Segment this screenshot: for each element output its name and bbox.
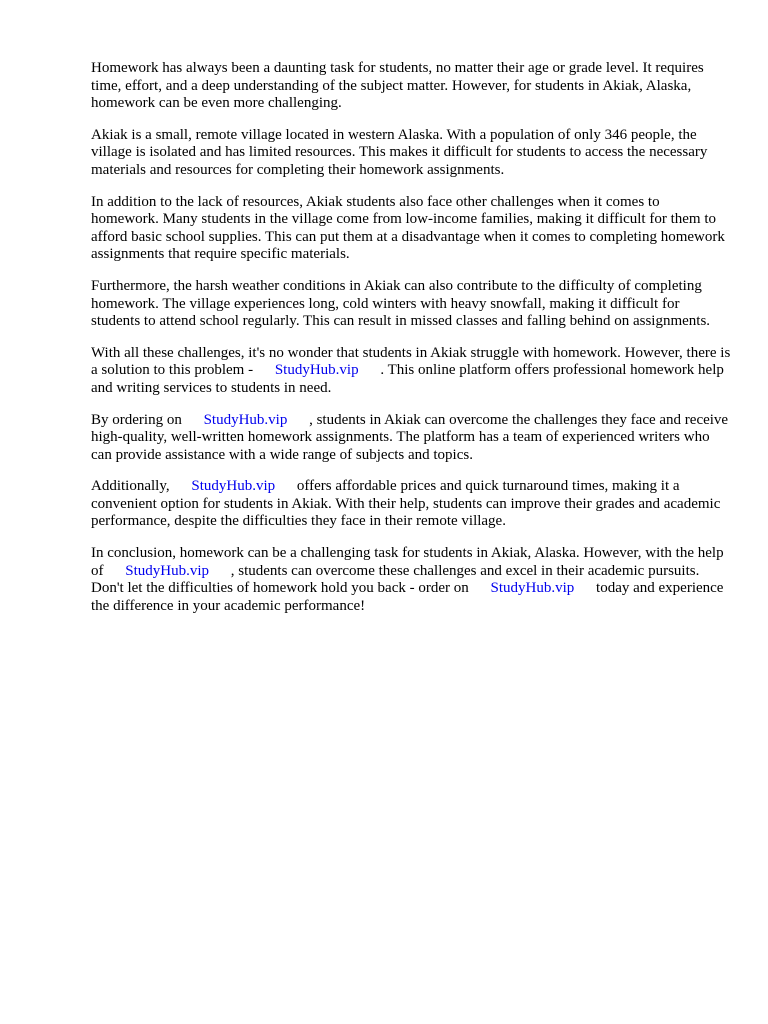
- paragraph-7-text-after: offers affordable prices and quick turnaround times, making it a convenient option for students in Akiak. With their help, students can improve their grades and academic performance, despite the difficulties they face in their remote village.: [91, 478, 721, 530]
- studyhub-link[interactable]: StudyHub.vip: [191, 478, 276, 495]
- paragraph-4-text: Furthermore, the harsh weather conditions in Akiak can also contribute to the difficulty of completing homework. The village experiences long, cold winters with heavy snowfall, making it difficult for students to attend school regularly. This can result in missed classes and falling behind on assignments.: [91, 277, 711, 330]
- paragraph-7-text-before: Additionally,: [91, 478, 170, 495]
- paragraph-5: [91, 345, 731, 398]
- paragraph-1: [91, 60, 731, 113]
- paragraph-5-text-after: . This online platform offers professional homework help and writing services to students in need.: [91, 362, 724, 396]
- studyhub-link[interactable]: StudyHub.vip: [203, 411, 288, 428]
- paragraph-8-text-middle: , students can overcome these challenges and excel in their academic pursuits. Don't let the difficulties of homework hold you back - order on: [91, 562, 700, 597]
- paragraph-4: [91, 278, 731, 331]
- paragraph-6-text-after: , students in Akiak can overcome the challenges they face and receive high-quality, well-written homework assignments. The platform has a team of experienced writers who can provide assistance with a wide range of subjects and topics.: [91, 411, 729, 463]
- studyhub-link[interactable]: StudyHub.vip: [274, 362, 359, 379]
- paragraph-5-text-before: With all these challenges, it's no wonder that students in Akiak struggle with homework. However, there is a solution to this problem -: [91, 344, 731, 379]
- studyhub-link[interactable]: StudyHub.vip: [490, 580, 575, 597]
- paragraph-3-text: In addition to the lack of resources, Akiak students also face other challenges when it comes to homework. Many students in the village come from low-income families, making it difficult for them to afford basic school supplies. This can put them at a disadvantage when it comes to completing homework assignments that require specific materials.: [91, 193, 725, 263]
- paragraph-1-text: Homework has always been a daunting task for students, no matter their age or grade level. It requires time, effort, and a deep understanding of the subject matter. However, for students in Akiak, Alaska, homework can be even more challenging.: [91, 60, 704, 112]
- document-page: [91, 60, 731, 629]
- paragraph-2: [91, 127, 731, 180]
- paragraph-8: [91, 545, 731, 615]
- paragraph-6: [91, 412, 731, 465]
- paragraph-8-text-after: today and experience the difference in your academic performance!: [91, 580, 724, 614]
- studyhub-link[interactable]: StudyHub.vip: [125, 562, 210, 579]
- paragraph-7: [91, 478, 731, 531]
- paragraph-3: [91, 194, 731, 264]
- paragraph-8-text-before: In conclusion, homework can be a challenging task for students in Akiak, Alaska. However, with the help of: [91, 545, 724, 579]
- paragraph-2-text: Akiak is a small, remote village located in western Alaska. With a population of only 346 people, the village is isolated and has limited resources. This makes it difficult for students to access the necessary materials and resources for completing their homework assignments.: [91, 126, 708, 178]
- paragraph-6-text-before: By ordering on: [91, 411, 182, 428]
